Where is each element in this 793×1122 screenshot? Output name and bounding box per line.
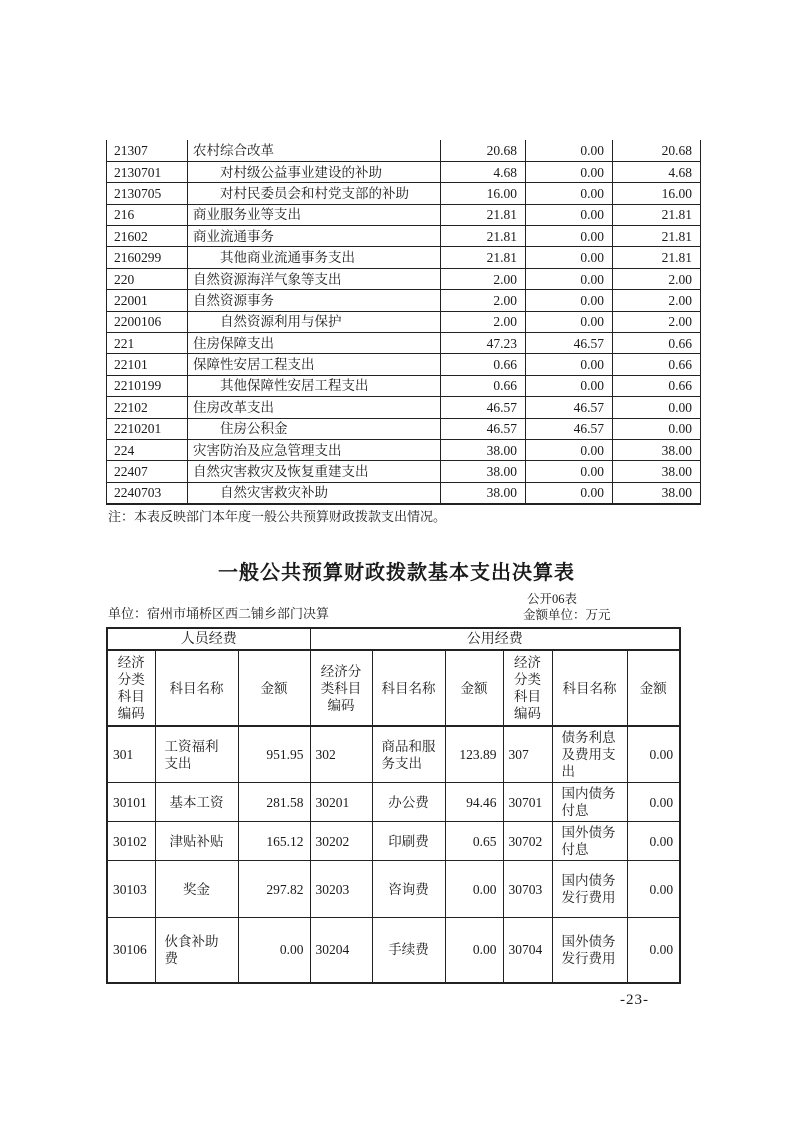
subject-name-cell: 印刷费 [372, 822, 445, 861]
table-row [107, 439, 701, 460]
subject-name-cell: 基本工资 [155, 783, 238, 822]
amount-cell: 21.81 [441, 226, 526, 247]
amount-cell: 0.00 [613, 397, 701, 418]
table-row [107, 311, 701, 332]
subject-name-cell: 奖金 [155, 861, 238, 918]
column-header-amount-1: 金额 [238, 650, 310, 726]
amount-cell: 2.00 [441, 311, 526, 332]
table-row [107, 461, 701, 482]
amount-cell: 0.00 [445, 861, 503, 918]
amount-cell: 16.00 [441, 183, 526, 204]
amount-cell: 38.00 [441, 482, 526, 503]
subject-code-cell: 307 [503, 726, 552, 783]
table-row [107, 161, 701, 182]
subject-code-cell: 30103 [107, 861, 155, 918]
basic-expenditure-table [106, 627, 681, 984]
column-header-code-3: 经济分类科目编码 [503, 650, 552, 726]
subject-name-cell: 自然灾害救灾及恢复重建支出 [188, 461, 441, 482]
amount-cell: 46.57 [526, 418, 613, 439]
amount-cell: 0.00 [613, 418, 701, 439]
subject-code-cell: 30204 [310, 918, 372, 983]
amount-unit-label: 金额单位：万元 [523, 608, 611, 622]
amount-cell: 38.00 [613, 439, 701, 460]
subject-code-cell: 21307 [107, 140, 188, 161]
group-header-row [107, 628, 680, 650]
table-row [107, 290, 701, 311]
subject-name-cell: 国外债务付息 [552, 822, 627, 861]
subject-name-cell: 自然资源事务 [188, 290, 441, 311]
subject-code-cell: 22101 [107, 354, 188, 375]
subject-code-cell: 22001 [107, 290, 188, 311]
amount-cell: 0.00 [526, 461, 613, 482]
column-header-amount-2: 金额 [445, 650, 503, 726]
table-row [107, 375, 701, 396]
table-row [107, 226, 701, 247]
amount-cell: 20.68 [441, 140, 526, 161]
column-header-amount-3: 金额 [627, 650, 680, 726]
subject-name-cell: 国内债务付息 [552, 783, 627, 822]
subject-code-cell: 301 [107, 726, 155, 783]
amount-cell: 0.00 [627, 822, 680, 861]
amount-cell: 0.00 [627, 783, 680, 822]
amount-cell: 0.00 [526, 247, 613, 268]
subject-code-cell: 2130701 [107, 161, 188, 182]
amount-cell: 2.00 [613, 268, 701, 289]
amount-cell: 21.81 [441, 204, 526, 225]
public-funds-header: 公用经费 [310, 628, 680, 650]
subject-code-cell: 30101 [107, 783, 155, 822]
amount-cell: 38.00 [613, 482, 701, 503]
subject-name-cell: 对村级公益事业建设的补助 [188, 161, 441, 182]
table-row [107, 247, 701, 268]
table-code-label: 公开06表 [527, 592, 578, 606]
amount-cell: 16.00 [613, 183, 701, 204]
table-row [107, 204, 701, 225]
general-budget-expenditure-table [106, 140, 701, 505]
amount-cell: 0.66 [613, 354, 701, 375]
subject-name-cell: 商业服务业等支出 [188, 204, 441, 225]
amount-cell: 0.00 [526, 204, 613, 225]
table-note: 注：本表反映部门本年度一般公共预算财政拨款支出情况。 [108, 509, 447, 524]
subject-code-cell: 30704 [503, 918, 552, 983]
amount-cell: 0.00 [445, 918, 503, 983]
amount-cell: 94.46 [445, 783, 503, 822]
amount-cell: 0.00 [526, 439, 613, 460]
amount-cell: 0.00 [627, 918, 680, 983]
amount-cell: 4.68 [613, 161, 701, 182]
subject-name-cell: 伙食补助费 [155, 918, 238, 983]
amount-cell: 0.00 [526, 311, 613, 332]
general-budget-table-body [107, 140, 701, 504]
subject-name-cell: 债务利息及费用支出 [552, 726, 627, 783]
subject-code-cell: 2130705 [107, 183, 188, 204]
column-header-name-3: 科目名称 [552, 650, 627, 726]
subject-code-cell: 30201 [310, 783, 372, 822]
subject-name-cell: 对村民委员会和村党支部的补助 [188, 183, 441, 204]
subject-code-cell: 30102 [107, 822, 155, 861]
amount-cell: 281.58 [238, 783, 310, 822]
subject-name-cell: 住房保障支出 [188, 333, 441, 354]
amount-cell: 0.00 [238, 918, 310, 983]
subject-name-cell: 国外债务发行费用 [552, 918, 627, 983]
subject-name-cell: 津贴补贴 [155, 822, 238, 861]
subject-code-cell: 2210199 [107, 375, 188, 396]
amount-cell: 0.00 [526, 183, 613, 204]
subject-name-cell: 住房公积金 [188, 418, 441, 439]
subject-name-cell: 咨询费 [372, 861, 445, 918]
subject-code-cell: 216 [107, 204, 188, 225]
subject-code-cell: 22407 [107, 461, 188, 482]
amount-cell: 2.00 [441, 268, 526, 289]
amount-cell: 21.81 [441, 247, 526, 268]
amount-cell: 2.00 [441, 290, 526, 311]
amount-cell: 0.00 [526, 375, 613, 396]
subject-code-cell: 30702 [503, 822, 552, 861]
amount-cell: 46.57 [526, 397, 613, 418]
subject-code-cell: 224 [107, 439, 188, 460]
column-header-name-2: 科目名称 [372, 650, 445, 726]
amount-cell: 20.68 [613, 140, 701, 161]
amount-cell: 0.00 [526, 268, 613, 289]
amount-cell: 0.00 [526, 226, 613, 247]
table-row [107, 140, 701, 161]
subject-code-cell: 30203 [310, 861, 372, 918]
subject-name-cell: 手续费 [372, 918, 445, 983]
table-row [107, 726, 680, 783]
amount-cell: 0.00 [627, 726, 680, 783]
amount-cell: 21.81 [613, 226, 701, 247]
subject-name-cell: 商业流通事务 [188, 226, 441, 247]
subject-name-cell: 商品和服务支出 [372, 726, 445, 783]
column-header-code-2: 经济分类科目编码 [310, 650, 372, 726]
amount-cell: 47.23 [441, 333, 526, 354]
amount-cell: 0.00 [526, 140, 613, 161]
subject-name-cell: 工资福利支出 [155, 726, 238, 783]
subject-name-cell: 办公费 [372, 783, 445, 822]
amount-cell: 4.68 [441, 161, 526, 182]
subject-name-cell: 自然灾害救灾补助 [188, 482, 441, 503]
subject-name-cell: 住房改革支出 [188, 397, 441, 418]
amount-cell: 951.95 [238, 726, 310, 783]
subject-code-cell: 22102 [107, 397, 188, 418]
table-row [107, 333, 701, 354]
subject-name-cell: 国内债务发行费用 [552, 861, 627, 918]
amount-cell: 297.82 [238, 861, 310, 918]
column-header-row [107, 650, 680, 726]
unit-label: 单位：宿州市埇桥区西二铺乡部门决算 [108, 606, 330, 621]
amount-cell: 38.00 [613, 461, 701, 482]
amount-cell: 0.66 [441, 375, 526, 396]
amount-cell: 123.89 [445, 726, 503, 783]
table-row [107, 183, 701, 204]
amount-cell: 0.00 [526, 482, 613, 503]
subject-code-cell: 30703 [503, 861, 552, 918]
table-row [107, 354, 701, 375]
subject-name-cell: 农村综合改革 [188, 140, 441, 161]
amount-cell: 0.00 [526, 354, 613, 375]
amount-cell: 46.57 [441, 397, 526, 418]
amount-cell: 21.81 [613, 204, 701, 225]
subject-code-cell: 2160299 [107, 247, 188, 268]
amount-cell: 2.00 [613, 311, 701, 332]
amount-cell: 0.66 [613, 375, 701, 396]
amount-cell: 0.66 [613, 333, 701, 354]
subject-name-cell: 灾害防治及应急管理支出 [188, 439, 441, 460]
subject-code-cell: 30202 [310, 822, 372, 861]
amount-cell: 165.12 [238, 822, 310, 861]
amount-cell: 0.00 [526, 161, 613, 182]
personnel-funds-header: 人员经费 [107, 628, 310, 650]
subject-code-cell: 2210201 [107, 418, 188, 439]
table-row [107, 482, 701, 503]
subject-name-cell: 自然资源海洋气象等支出 [188, 268, 441, 289]
amount-cell: 21.81 [613, 247, 701, 268]
column-header-code-1: 经济分类科目编码 [107, 650, 155, 726]
table-row [107, 418, 701, 439]
table-row [107, 783, 680, 822]
subject-name-cell: 其他商业流通事务支出 [188, 247, 441, 268]
amount-cell: 38.00 [441, 461, 526, 482]
basic-expenditure-table-body [107, 726, 680, 983]
amount-cell: 2.00 [613, 290, 701, 311]
column-header-name-1: 科目名称 [155, 650, 238, 726]
subject-code-cell: 30106 [107, 918, 155, 983]
amount-cell: 46.57 [526, 333, 613, 354]
table-row [107, 268, 701, 289]
amount-cell: 0.65 [445, 822, 503, 861]
subject-code-cell: 2240703 [107, 482, 188, 503]
amount-cell: 46.57 [441, 418, 526, 439]
amount-cell: 38.00 [441, 439, 526, 460]
subject-code-cell: 221 [107, 333, 188, 354]
amount-cell: 0.00 [526, 290, 613, 311]
page-number: -23- [620, 992, 649, 1008]
subject-code-cell: 220 [107, 268, 188, 289]
subject-name-cell: 自然资源利用与保护 [188, 311, 441, 332]
page-title: 一般公共预算财政拨款基本支出决算表 [218, 562, 575, 584]
subject-name-cell: 保障性安居工程支出 [188, 354, 441, 375]
subject-code-cell: 30701 [503, 783, 552, 822]
table-row [107, 822, 680, 861]
subject-code-cell: 2200106 [107, 311, 188, 332]
amount-cell: 0.66 [441, 354, 526, 375]
subject-name-cell: 其他保障性安居工程支出 [188, 375, 441, 396]
table-row [107, 861, 680, 918]
subject-code-cell: 302 [310, 726, 372, 783]
subject-code-cell: 21602 [107, 226, 188, 247]
table-row [107, 918, 680, 983]
table-row [107, 397, 701, 418]
amount-cell: 0.00 [627, 861, 680, 918]
